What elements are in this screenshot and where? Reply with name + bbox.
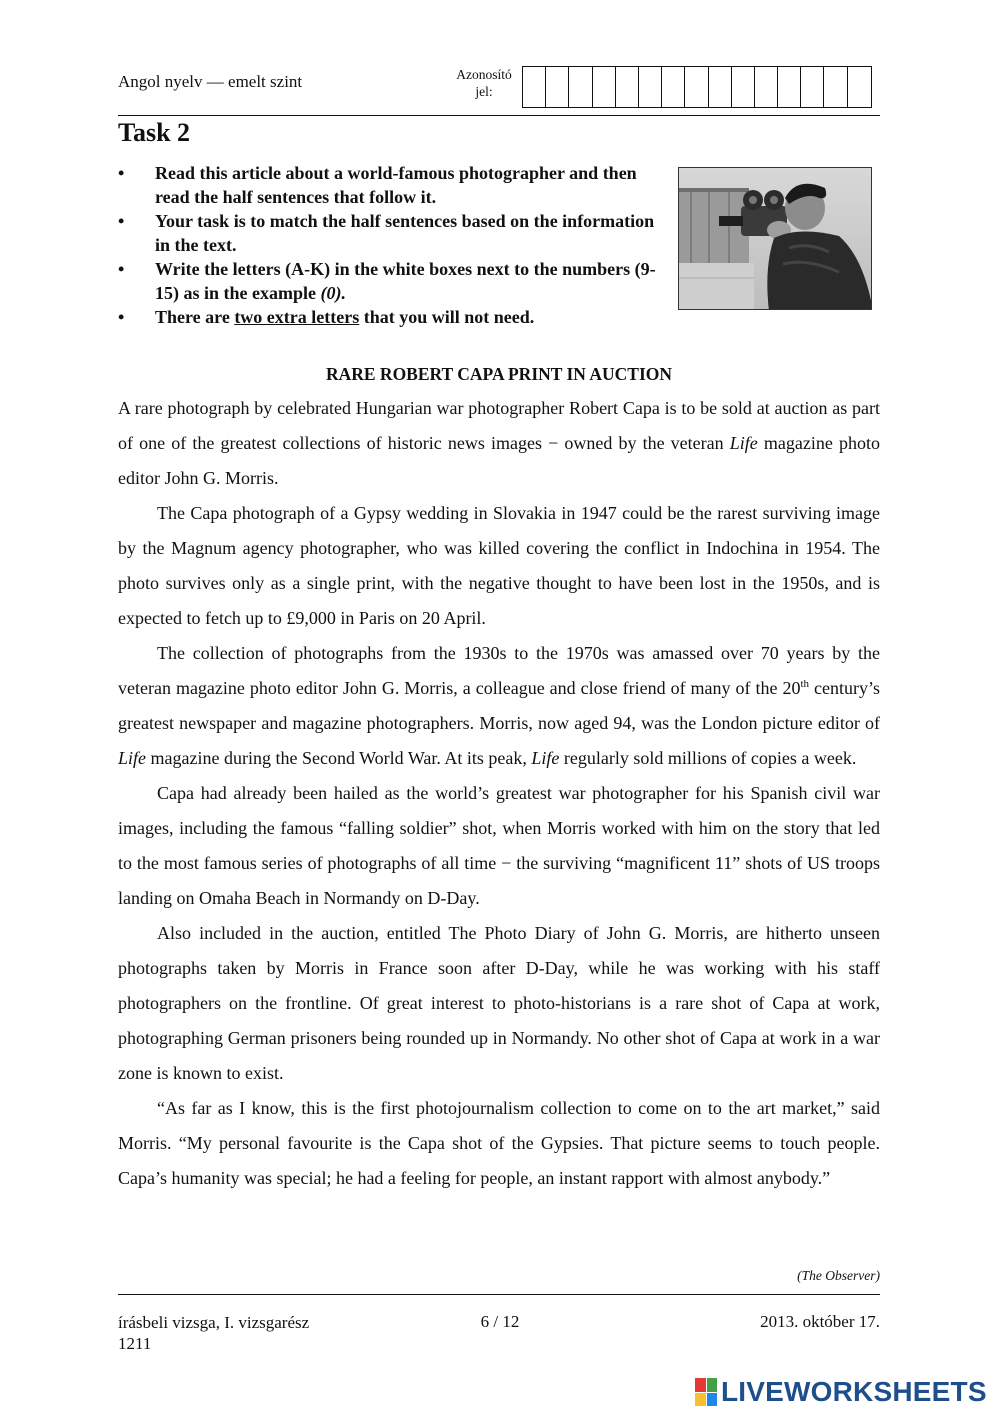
photo-image	[679, 168, 872, 310]
instruction-text: Write the letters (A-K) in the white boxes next to the numbers (9-15) as in the example	[155, 259, 656, 303]
id-box[interactable]	[593, 67, 616, 107]
article-body	[118, 391, 880, 1196]
task-title: Task 2	[118, 118, 191, 147]
article-paragraph: Capa had already been hailed as the world’s greatest war photographer for his Spanish civil war images, including the famous “falling soldier” shot, when Morris worked with him on the story that led to the most famous series of photographs of all time − the surviving “magnificent 11” shots of US troops landing on Omaha Beach in Normandy on D-Day.	[118, 783, 880, 908]
exam-code: 1211	[118, 1334, 152, 1353]
article-paragraph: The collection of photographs from the 1930s to the 1970s was amassed over 70 years by the veteran magazine photo editor John G. Morris, a colleague and close friend of many of the 20th century’s greatest newspaper and magazine photographers. Morris, now aged 94, was the London picture editor of Life magazine during the Second World War. At its peak, Life regularly sold millions of copies a week.	[118, 643, 881, 768]
id-box[interactable]	[778, 67, 801, 107]
id-box[interactable]	[709, 67, 732, 107]
id-label-line2: jel:	[475, 84, 493, 99]
underlined-text: two extra letters	[234, 307, 360, 327]
article-paragraph: Also included in the auction, entitled The Photo Diary of John G. Morris, are hitherto unseen photographs taken by Morris in France soon after D-Day, while he was working with his staff photographers on the frontline. Of great interest to photo-historians is a rare shot of Capa at work, photographing German prisoners being rounded up in Normandy. No other shot of Capa at work in a war zone is known to exist.	[118, 923, 880, 1083]
header-divider	[118, 115, 880, 116]
id-box[interactable]	[848, 67, 871, 107]
instruction-item	[118, 305, 663, 329]
id-box[interactable]	[662, 67, 685, 107]
instruction-item	[118, 209, 663, 257]
article-paragraph: A rare photograph by celebrated Hungarian war photographer Robert Capa is to be sold at auction as part of one of the greatest collections of historic news images − owned by the veteran Life magazine photo editor John G. Morris.	[118, 398, 880, 488]
id-box[interactable]	[801, 67, 824, 107]
footer-divider	[118, 1294, 880, 1295]
id-label-line1: Azonosító	[456, 67, 512, 82]
id-box[interactable]	[616, 67, 639, 107]
logo-square	[707, 1378, 718, 1392]
id-box[interactable]	[824, 67, 847, 107]
logo-square	[707, 1393, 718, 1407]
id-boxes	[522, 66, 872, 108]
instruction-text: There are	[155, 307, 235, 327]
id-box[interactable]	[732, 67, 755, 107]
instruction-text: Your task is to match the half sentences based on the information in the text.	[155, 211, 655, 255]
exam-subject: Angol nyelv — emelt szint	[118, 72, 303, 91]
exam-part-line1: írásbeli vizsga, I. vizsgarész	[118, 1313, 310, 1332]
article-paragraph: “As far as I know, this is the first photojournalism collection to come on to the art market,” said Morris. “My personal favourite is the Capa shot of the Gypsies. That picture seems to touch people. Capa’s humanity was special; he had a feeling for people, an instant rapport with almost anybody.”	[118, 1098, 880, 1188]
article-title: RARE ROBERT CAPA PRINT IN AUCTION	[325, 364, 673, 384]
id-box[interactable]	[523, 67, 546, 107]
id-box[interactable]	[639, 67, 662, 107]
id-box[interactable]	[685, 67, 708, 107]
instruction-item	[118, 257, 663, 305]
liveworksheets-logo[interactable]	[695, 1376, 987, 1408]
instruction-text: Read this article about a world-famous photographer and then read the half sentences that follow it.	[155, 163, 637, 207]
logo-mark-icon	[695, 1378, 717, 1406]
instruction-item	[118, 161, 663, 209]
logo-text: LIVEWORKSHEETS	[721, 1376, 987, 1407]
instructions-list	[118, 161, 663, 329]
page-number: 6 / 12	[480, 1312, 520, 1331]
exam-date: 2013. október 17.	[760, 1312, 880, 1331]
id-label	[446, 66, 522, 100]
example-marker: (0).	[320, 283, 346, 303]
article-paragraph: The Capa photograph of a Gypsy wedding in Slovakia in 1947 could be the rarest surviving image by the Magnum agency photographer, who was killed covering the conflict in Indochina in 1954. The photo survives only as a single print, with the negative thought to have been lost in the 1950s, and is expected to fetch up to £9,000 in Paris on 20 April.	[118, 503, 880, 628]
id-box[interactable]	[546, 67, 569, 107]
photographer-photo	[678, 167, 872, 310]
id-box[interactable]	[569, 67, 592, 107]
article-source: (The Observer)	[797, 1268, 880, 1283]
instruction-text: that you will not need.	[359, 307, 535, 327]
id-box[interactable]	[755, 67, 778, 107]
logo-square	[695, 1378, 706, 1392]
exam-part	[118, 1312, 309, 1354]
logo-square	[695, 1393, 706, 1407]
